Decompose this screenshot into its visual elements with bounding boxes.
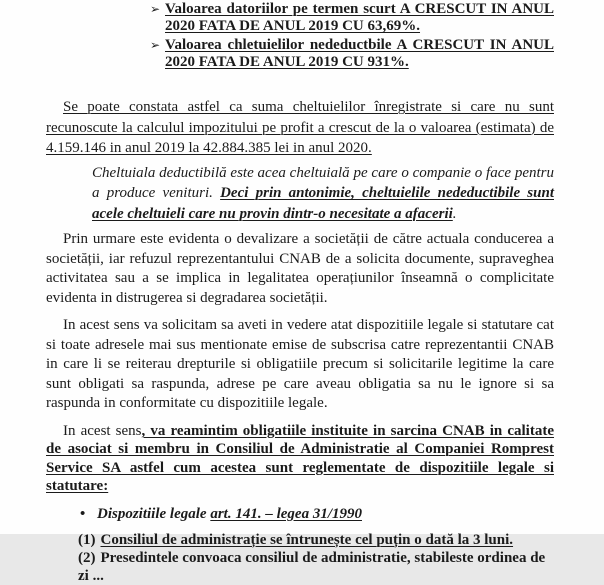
dot-bullet-icon: • — [80, 505, 86, 522]
definition-normal-text: Cheltuiala deductibilă este acea cheltuială pe care o companie o face pentru a produce venituri. — [92, 164, 554, 201]
finding-text: Valoarea datoriilor pe termen scurt A CRESCUT IN ANUL 2020 FATA DE ANUL 2019 CU 63,69%. — [165, 1, 554, 34]
reamintire-emphasis-text: , va reamintim obligatiile instituite in sarcina CNAB in calitate de asociat si membru in Consiliul de Administratie al Companiei Romprest Service SA astfel cum acestea sunt reglementate de dispozitiile legale si statutare: — [46, 422, 555, 494]
legal-item-number: (2) — [78, 549, 96, 566]
legal-item-2-clipped — [78, 549, 554, 585]
finding-item-debts — [46, 1, 554, 35]
paragraph-solicitare: In acest sens va solicitam sa aveti in vedere atat dispozitiile legale si statutare cat si toate adresele mai sus mentionate emise de subscrisa catre reprezentantii CNAB in care li se reiterau drepturile si obligatiile precum si solicitarile legitime la care sunt obligati sa raspunda, adrese pe care aveau obligatia sa nu le ignore si sa raspunda in conformitate cu dispozitiile legale. — [46, 317, 554, 411]
paragraph-summary — [46, 97, 554, 159]
legal-heading — [80, 505, 554, 523]
finding-item-expenses — [46, 37, 554, 71]
legal-item-text: Presedintele convoaca consiliul de administratie, stabileste ordinea de zi ... — [78, 549, 546, 584]
legal-item-text: Consiliul de administrație se întrunește cel puțin o dată la 3 luni. — [100, 531, 514, 548]
definition-emphasis-text: Deci prin antonimie, cheltuielile nedeductibile sunt acele cheltuieli care nu provin dintr-o necesitate a afacerii — [92, 185, 554, 222]
legal-heading-reference: art. 141. – legea 31/1990 — [210, 505, 362, 522]
legal-heading-lead: Dispozitiile legale — [97, 505, 211, 522]
arrow-bullet-icon: ➢ — [150, 38, 161, 52]
summary-text: Se poate constata astfel ca suma cheltuielilor înregistrate si care nu sunt recunoscute la calculul impozitului pe profit a crescut de la o valoarea (estimata) de 4.159.146 in anul 2019 la 42.884.385 lei in anul 2020. — [46, 99, 554, 156]
reamintire-lead-text: In acest sens — [63, 422, 142, 439]
legal-item-1 — [78, 531, 554, 549]
legal-item-number: (1) — [78, 531, 96, 548]
arrow-bullet-icon: ➢ — [150, 2, 161, 16]
paragraph-devalizare: Prin urmare este evidenta o devalizare a societății de către actuala conducerea a societății, iar refuzul reprezentantului CNAB de a solicita documente, supraveghea activitatea sau a se implica in legalitatea operațiunilor înseamnă o complicitate evidenta in distrugerea si degradarea societății. — [46, 231, 554, 306]
paragraph-reamintire — [46, 422, 554, 496]
definition-tail-text: . — [452, 205, 457, 222]
paragraph-definition — [92, 163, 554, 225]
findings-arrow-list — [46, 1, 554, 71]
finding-text: Valoarea chletuielilor nedeductbile A CRESCUT IN ANUL 2020 FATA DE ANUL 2019 CU 931%. — [165, 37, 554, 70]
